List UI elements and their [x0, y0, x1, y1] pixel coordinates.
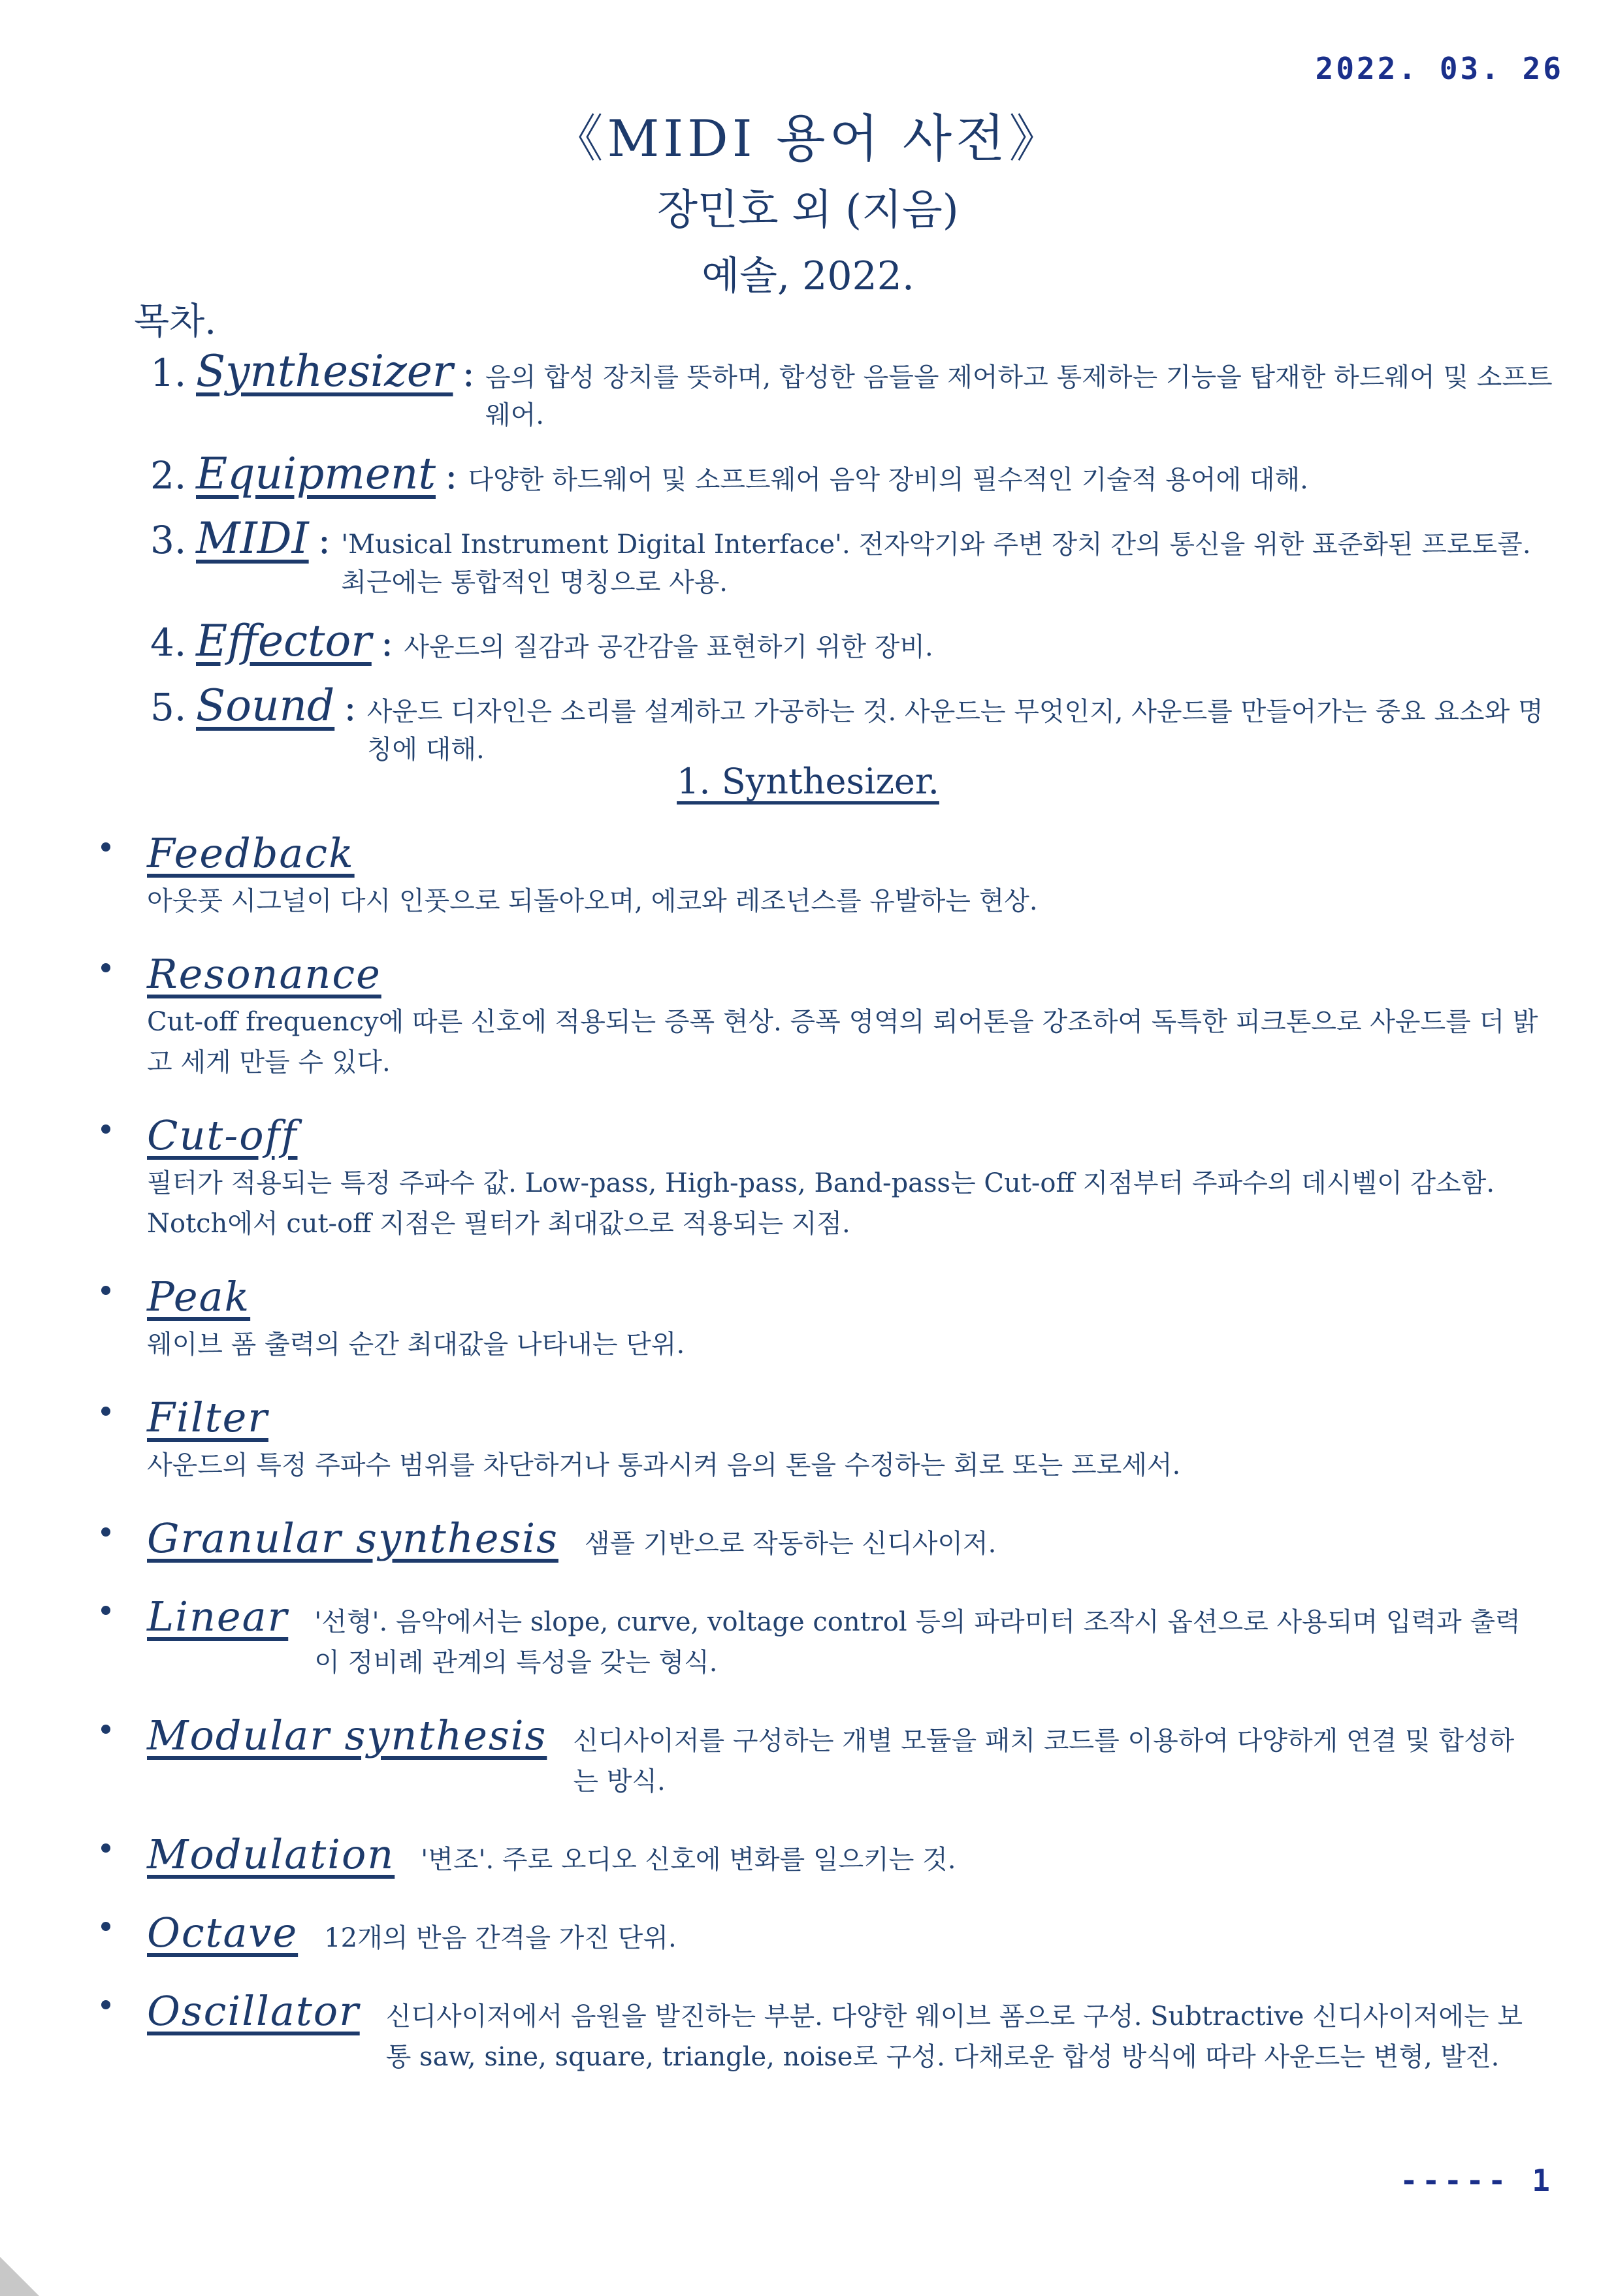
bullet-icon	[101, 1725, 110, 1734]
toc-term: Sound	[196, 680, 335, 731]
toc-description: 음의 합성 장치를 뜻하며, 합성한 음들을 제어하고 통제하는 기능을 탑재한 하드웨어 및 소프트웨어.	[485, 362, 1553, 430]
glossary-term: Cut-off	[147, 1111, 298, 1159]
toc-colon: :	[380, 620, 394, 665]
glossary-entry	[101, 950, 1538, 1083]
toc-item	[150, 346, 1561, 434]
toc-number: 2.	[150, 453, 187, 498]
glossary-term: Peak	[147, 1273, 251, 1320]
toc-item	[150, 449, 1561, 499]
glossary-entries	[101, 829, 1538, 2106]
toc-term: Effector	[196, 616, 372, 666]
toc-colon: :	[462, 351, 476, 395]
toc-colon: :	[444, 453, 458, 498]
glossary-term: Resonance	[147, 950, 381, 998]
table-of-contents	[150, 346, 1561, 783]
glossary-definition: 아웃풋 시그널이 다시 인풋으로 되돌아오며, 에코와 레조넌스를 유발하는 현상.	[147, 886, 1038, 916]
toc-description: 사운드의 질감과 공간감을 표현하기 위한 장비.	[404, 632, 933, 662]
toc-description: 사운드 디자인은 소리를 설계하고 가공하는 것. 사운드는 무엇인지, 사운드를 만들어가는 중요 요소와 명칭에 대해.	[366, 697, 1543, 765]
glossary-definition: 샘플 기반으로 작동하는 신디사이저.	[584, 1529, 997, 1559]
glossary-definition: 신디사이저에서 음원을 발진하는 부분. 다양한 웨이브 폼으로 구성. Subtractive 신디사이저에는 보통 saw, sine, square, triangle, noise로 구성. 다채로운 합성 방식에 따라 사운드는 변형, 발전.	[385, 2001, 1523, 2072]
glossary-definition: '변조'. 주로 오디오 신호에 변화를 일으키는 것.	[421, 1845, 956, 1875]
toc-colon: :	[344, 685, 357, 729]
bullet-icon	[101, 1843, 110, 1853]
glossary-term: Modular synthesis	[147, 1712, 547, 1759]
bullet-icon	[101, 2000, 110, 2009]
bullet-icon	[101, 1922, 110, 1931]
glossary-definition: '선형'. 음악에서는 slope, curve, voltage control 등의 파라미터 조작시 옵션으로 사용되며 입력과 출력이 정비례 관계의 특성을 갖는 형식.	[314, 1607, 1521, 1678]
glossary-entry	[101, 1111, 1538, 1244]
glossary-term: Oscillator	[147, 1987, 360, 2035]
glossary-entry	[101, 1712, 1538, 1802]
glossary-entry	[101, 1394, 1538, 1486]
glossary-definition: 사운드의 특정 주파수 범위를 차단하거나 통과시켜 음의 톤을 수정하는 회로 또는 프로세서.	[147, 1450, 1181, 1480]
toc-term: Equipment	[196, 449, 436, 499]
glossary-definition: 웨이브 폼 출력의 순간 최대값을 나타내는 단위.	[147, 1330, 685, 1360]
glossary-entry	[101, 1987, 1538, 2077]
glossary-term: Filter	[147, 1394, 268, 1441]
toc-term: Synthesizer	[196, 346, 453, 396]
folded-corner	[0, 2257, 39, 2296]
glossary-entry	[101, 829, 1538, 921]
glossary-definition: 12개의 반음 간격을 가진 단위.	[324, 1923, 677, 1953]
toc-heading: 목차.	[134, 300, 216, 343]
glossary-entry	[101, 1593, 1538, 1683]
glossary-entry	[101, 1830, 1538, 1880]
book-author: 장민호 외 (지음)	[657, 186, 959, 234]
toc-colon: :	[317, 518, 331, 562]
glossary-entry	[101, 1909, 1538, 1958]
book-publisher: 예솔, 2022.	[702, 253, 914, 299]
page-number: ----- 1	[1400, 2163, 1554, 2198]
toc-item	[150, 616, 1561, 666]
glossary-definition: 필터가 적용되는 특정 주파수 값. Low-pass, High-pass, Band-pass는 Cut-off 지점부터 주파수의 데시벨이 감소함. Notch에서 cut-off 지점은 필터가 최대값으로 적용되는 지점.	[147, 1168, 1495, 1239]
glossary-term: Linear	[147, 1593, 289, 1640]
toc-number: 4.	[150, 620, 187, 665]
toc-description: 'Musical Instrument Digital Interface'. 전자악기와 주변 장치 간의 통신을 위한 표준화된 프로토콜. 최근에는 통합적인 명칭으로 사용.	[341, 530, 1531, 598]
glossary-term: Modulation	[147, 1830, 395, 1878]
glossary-term: Granular synthesis	[147, 1514, 558, 1562]
bullet-icon	[101, 963, 110, 972]
glossary-entry	[101, 1273, 1538, 1365]
bullet-icon	[101, 842, 110, 852]
glossary-term: Feedback	[147, 829, 355, 877]
date-stamp: 2022. 03. 26	[1315, 51, 1564, 86]
bullet-icon	[101, 1124, 110, 1134]
book-title: 《MIDI 용어 사전》	[552, 110, 1064, 168]
glossary-definition: Cut-off frequency에 따른 신호에 적용되는 증폭 현상. 증폭 영역의 뢰어톤을 강조하여 독특한 피크톤으로 사운드를 더 밝고 세게 만들 수 있다.	[147, 1007, 1538, 1077]
toc-term: MIDI	[196, 513, 309, 564]
glossary-term: Octave	[147, 1909, 299, 1956]
section-title: 1. Synthesizer.	[677, 761, 939, 802]
toc-item	[150, 680, 1561, 769]
toc-number: 5.	[150, 685, 187, 729]
glossary-entry	[101, 1514, 1538, 1564]
bullet-icon	[101, 1527, 110, 1537]
bullet-icon	[101, 1286, 110, 1295]
toc-number: 1.	[150, 351, 187, 395]
toc-description: 다양한 하드웨어 및 소프트웨어 음악 장비의 필수적인 기술적 용어에 대해.	[468, 465, 1308, 495]
toc-number: 3.	[150, 518, 187, 562]
bullet-icon	[101, 1407, 110, 1416]
bullet-icon	[101, 1606, 110, 1615]
toc-item	[150, 513, 1561, 601]
glossary-definition: 신디사이저를 구성하는 개별 모듈을 패치 코드를 이용하여 다양하게 연결 및 합성하는 방식.	[573, 1726, 1515, 1796]
